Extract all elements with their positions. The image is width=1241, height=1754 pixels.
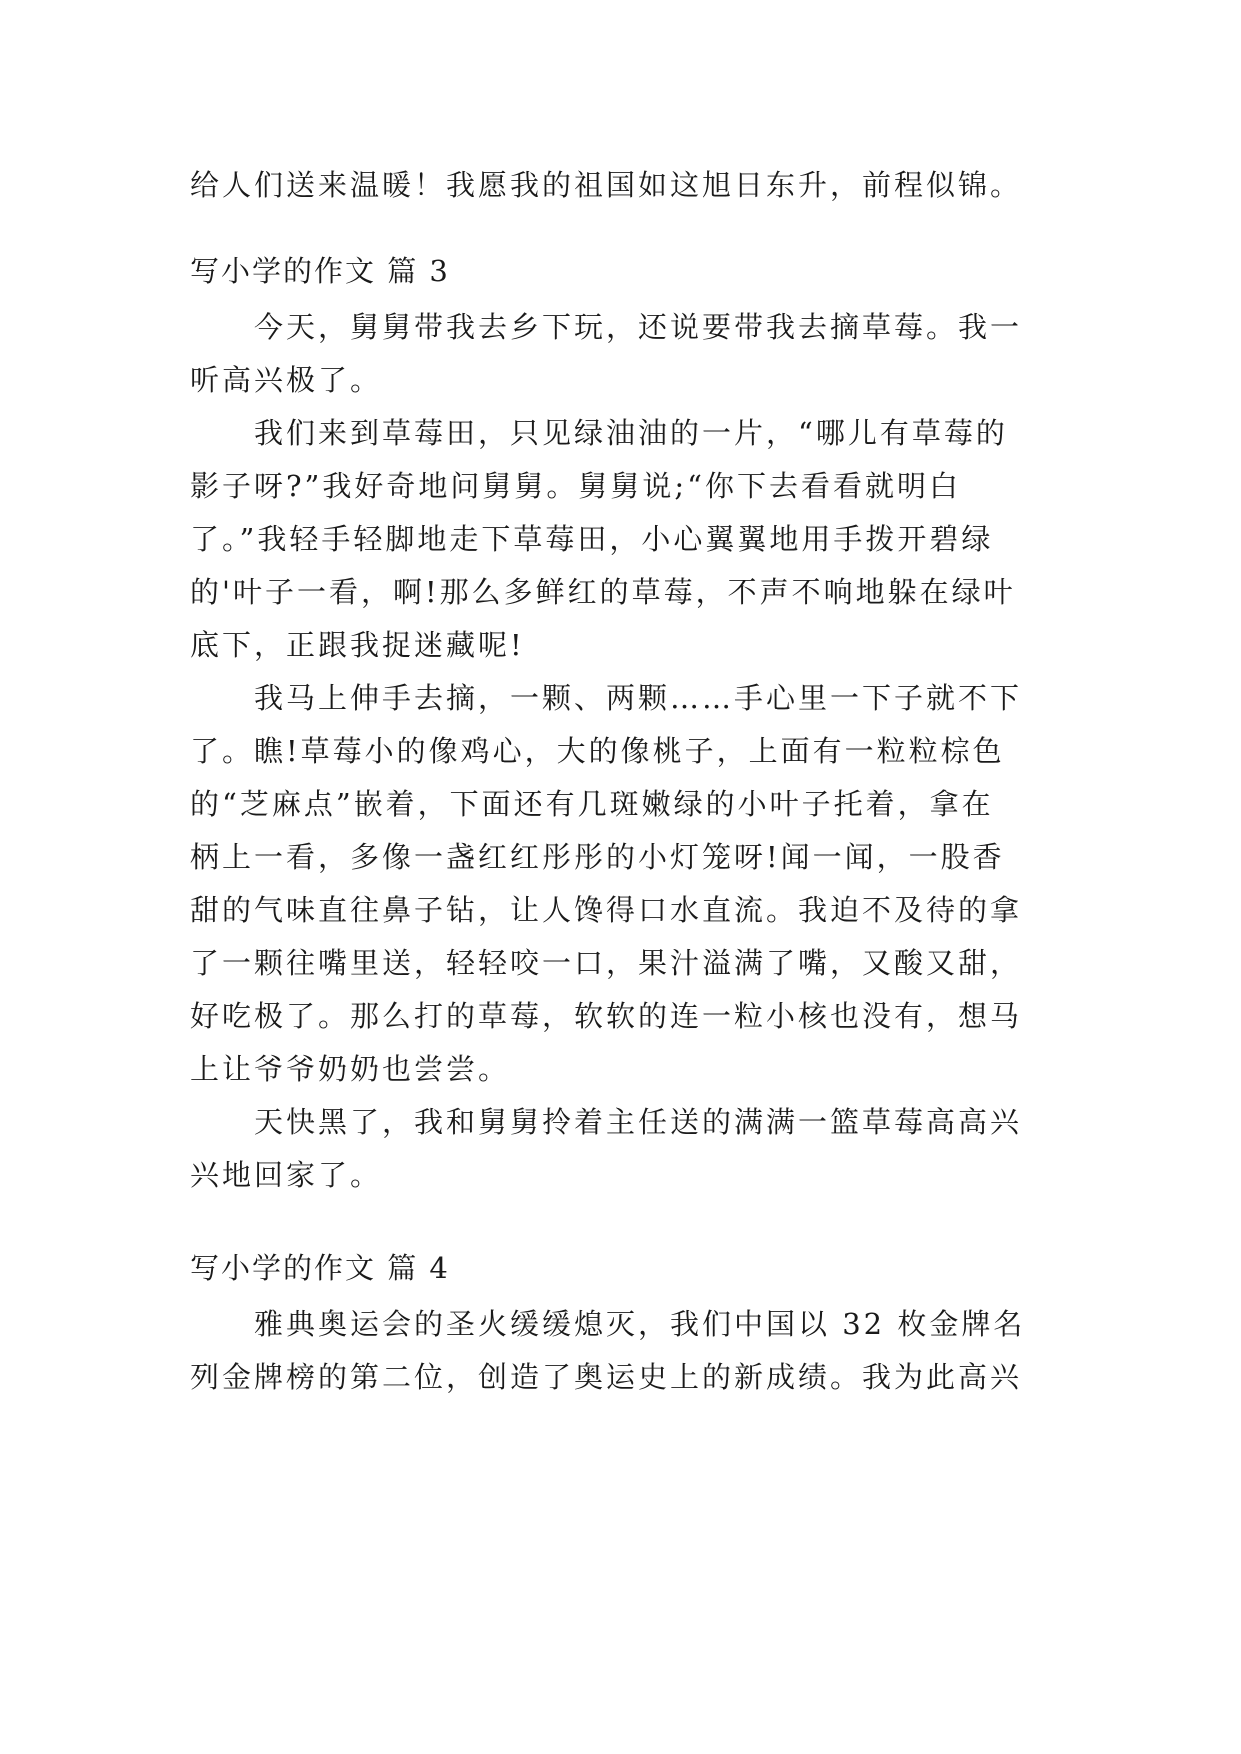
paragraph-line: 了。瞧!草莓小的像鸡心，大的像桃子，上面有一粒粒棕色	[190, 734, 1005, 768]
paragraph-line: 今天，舅舅带我去乡下玩，还说要带我去摘草莓。我一	[254, 310, 1023, 344]
paragraph-line: 的“芝麻点”嵌着，下面还有几斑嫩绿的小叶子托着，拿在	[190, 787, 994, 821]
paragraph-line: 柄上一看，多像一盏红红彤彤的小灯笼呀!闻一闻，一股香	[190, 840, 1005, 874]
paragraph-line: 上让爷爷奶奶也尝尝。	[190, 1052, 511, 1086]
paragraph-line: 了。”我轻手轻脚地走下草莓田，小心翼翼地用手拨开碧绿	[190, 522, 994, 556]
paragraph-line: 雅典奥运会的圣火缓缓熄灭，我们中国以 32 枚金牌名	[254, 1307, 1026, 1341]
paragraph-line: 甜的气味直往鼻子钻，让人馋得口水直流。我迫不及待的拿	[190, 893, 1023, 927]
paragraph-line: 的'叶子一看，啊!那么多鲜红的草莓，不声不响地躲在绿叶	[190, 575, 1016, 609]
paragraph-line: 了一颗往嘴里送，轻轻咬一口，果汁溢满了嘴，又酸又甜，	[190, 946, 1023, 980]
paragraph-line: 影子呀?”我好奇地问舅舅。舅舅说;“你下去看看就明白	[190, 469, 961, 503]
paragraph-line: 列金牌榜的第二位，创造了奥运史上的新成绩。我为此高兴	[190, 1360, 1023, 1394]
section-heading: 写小学的作文 篇 3	[190, 254, 450, 288]
paragraph-line: 我们来到草莓田，只见绿油油的一片，“哪儿有草莓的	[254, 416, 1008, 450]
paragraph-line: 天快黑了，我和舅舅拎着主任送的满满一篮草莓高高兴	[254, 1105, 1023, 1139]
paragraph-line: 兴地回家了。	[190, 1158, 383, 1192]
paragraph-line: 我马上伸手去摘，一颗、两颗……手心里一下子就不下	[254, 681, 1023, 715]
section-heading: 写小学的作文 篇 4	[190, 1251, 450, 1285]
paragraph-line: 底下，正跟我捉迷藏呢!	[190, 628, 525, 662]
paragraph-line: 好吃极了。那么打的草莓，软软的连一粒小核也没有，想马	[190, 999, 1023, 1033]
paragraph-line: 听高兴极了。	[190, 363, 383, 397]
paragraph-line: 给人们送来温暖！我愿我的祖国如这旭日东升，前程似锦。	[190, 168, 1023, 202]
